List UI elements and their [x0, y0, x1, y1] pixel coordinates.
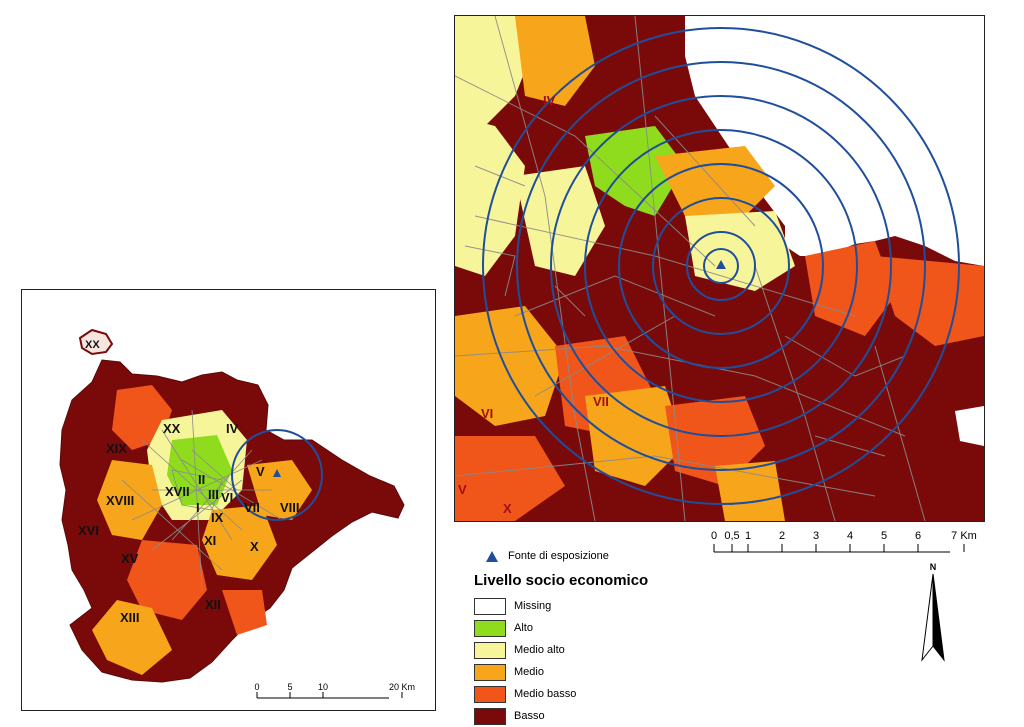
- legend-source-row: [474, 546, 714, 566]
- legend-swatch: [474, 708, 506, 725]
- north-label: N: [929, 562, 937, 572]
- district-label: X: [503, 501, 512, 516]
- district-label: XII: [205, 597, 221, 612]
- legend-item-label: Medio: [514, 666, 544, 678]
- legend-item-label: Medio basso: [514, 688, 577, 700]
- district-label: XX: [163, 421, 181, 436]
- scale-label: 20 Km: [388, 682, 416, 692]
- scale-label: 5: [880, 530, 888, 542]
- north-arrow-icon: [918, 562, 948, 662]
- scale-label: 0: [710, 530, 718, 542]
- inset-scale-ruler: [252, 682, 422, 706]
- detail-scale-bar: [712, 530, 992, 560]
- district-label: VII: [244, 500, 260, 515]
- legend-swatch: [474, 664, 506, 681]
- scale-label: 5: [287, 682, 293, 692]
- legend-item-label: Alto: [514, 622, 533, 634]
- scale-label: 0: [254, 682, 260, 692]
- district-label: V: [256, 464, 265, 479]
- scale-label: 7 Km: [951, 530, 977, 542]
- district-label: V: [458, 482, 467, 497]
- legend-swatch: [474, 598, 506, 615]
- district-label: I: [196, 500, 200, 515]
- legend-item: [474, 661, 714, 683]
- legend: [474, 546, 714, 727]
- district-label: IV: [543, 93, 556, 108]
- legend-item-label: Basso: [514, 710, 545, 722]
- inset-map: [21, 289, 436, 711]
- scale-label: 4: [846, 530, 854, 542]
- district-label: XIII: [120, 610, 140, 625]
- district-label: XX: [85, 339, 100, 351]
- legend-swatch: [474, 686, 506, 703]
- legend-items: [474, 595, 714, 727]
- north-arrow: [918, 562, 948, 662]
- scale-label: 10: [317, 682, 329, 692]
- district-label: III: [208, 487, 219, 502]
- scale-label: 0,5: [724, 530, 740, 542]
- legend-item-label: Missing: [514, 600, 552, 612]
- district-label: VI: [221, 490, 234, 505]
- district-label: XV: [121, 551, 139, 566]
- district-label: VII: [593, 394, 609, 409]
- scale-label: 3: [812, 530, 820, 542]
- legend-item: [474, 639, 714, 661]
- district-label: II: [198, 472, 206, 487]
- district-label: X: [250, 539, 259, 554]
- district-label: VIII: [280, 500, 300, 515]
- triangle-icon: [486, 551, 498, 562]
- scale-label: 6: [914, 530, 922, 542]
- legend-swatch: [474, 620, 506, 637]
- legend-swatch: [474, 642, 506, 659]
- district-label: IX: [211, 510, 224, 525]
- district-label: XVI: [78, 523, 99, 538]
- detail-map: [454, 15, 985, 522]
- district-label: VI: [481, 406, 494, 421]
- legend-item: [474, 683, 714, 705]
- detail-map-canvas: [455, 16, 984, 521]
- detail-scale-ruler: [712, 530, 992, 560]
- scale-label: 1: [744, 530, 752, 542]
- inset-scale-bar: [252, 682, 422, 706]
- district-label: XVIII: [106, 493, 135, 508]
- district-label: XVII: [165, 484, 190, 499]
- scale-label: 2: [778, 530, 786, 542]
- legend-item: [474, 617, 714, 639]
- inset-map-canvas: [22, 290, 435, 710]
- district-label: XIX: [106, 441, 127, 456]
- legend-item: [474, 705, 714, 727]
- legend-source-label: Fonte di esposizione: [508, 550, 609, 562]
- legend-title: Livello socio economico: [474, 572, 649, 589]
- district-label: XI: [204, 533, 217, 548]
- legend-item-label: Medio alto: [514, 644, 565, 656]
- district-label: IV: [226, 421, 239, 436]
- legend-item: [474, 595, 714, 617]
